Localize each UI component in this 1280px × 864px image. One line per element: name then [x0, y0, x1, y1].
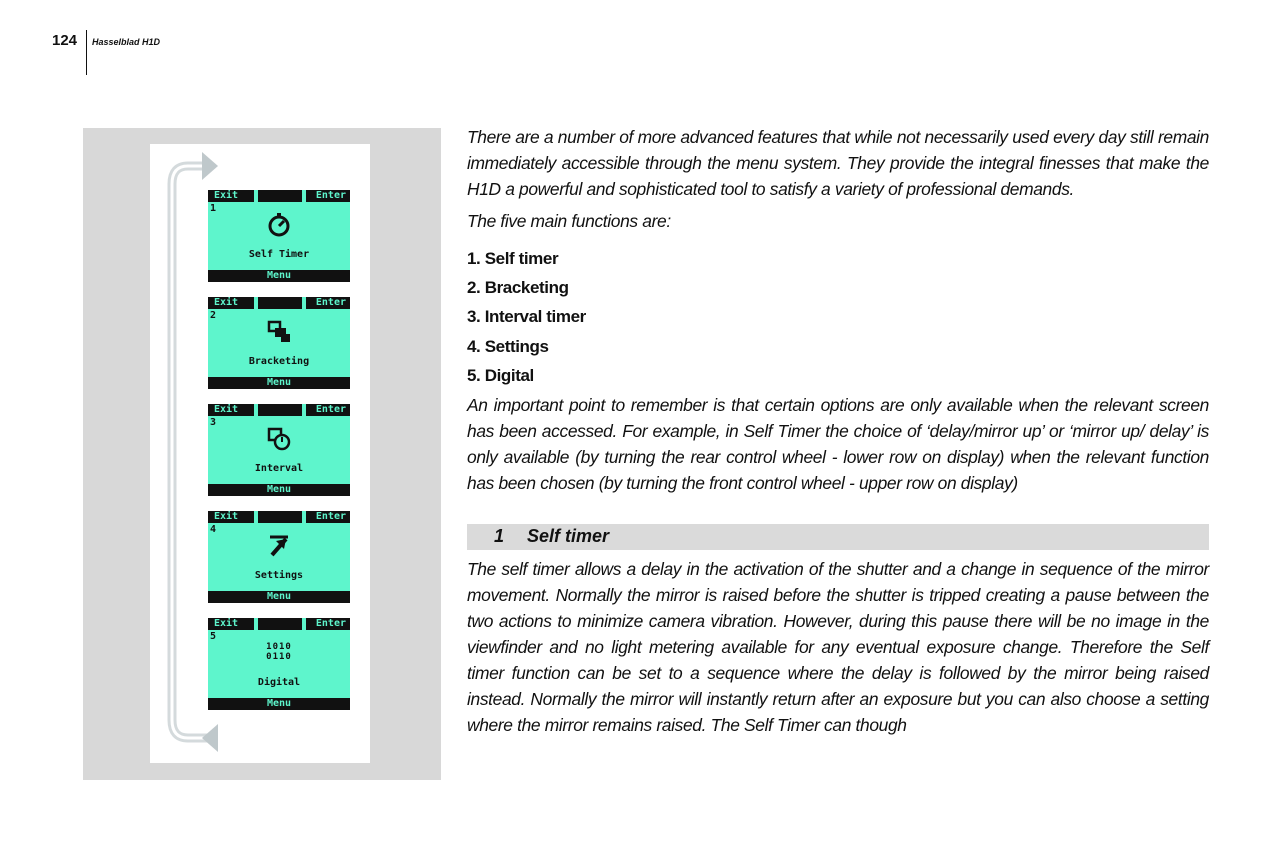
- lcd-menu-label: Menu: [208, 377, 350, 389]
- page-number: 124: [52, 32, 78, 49]
- lcd-menu-label: Menu: [208, 698, 350, 710]
- lcd-screen-bracketing: [208, 297, 350, 389]
- digital-icon-row: 1010: [266, 642, 292, 652]
- section-heading: [467, 524, 1209, 550]
- lcd-screen-digital: [208, 618, 350, 710]
- lcd-top-bar: [208, 297, 350, 309]
- self-timer-icon: [266, 212, 292, 238]
- bracketing-icon: [266, 319, 292, 345]
- lcd-enter-label: Enter: [315, 404, 346, 415]
- function-item: 5. Digital: [467, 365, 534, 385]
- section-title: Self timer: [527, 526, 610, 547]
- function-item: 3. Interval timer: [467, 307, 586, 327]
- section-number: 1: [494, 526, 505, 547]
- menu-figure-panel: [83, 128, 441, 780]
- function-item: 1. Self timer: [467, 249, 559, 268]
- menu-figure: [150, 144, 370, 763]
- lcd-enter-label: Enter: [315, 297, 346, 308]
- self-timer-paragraph: The self timer allows a delay in the activation of the shutter and a change in sequence of the mirror movement. Normally the mirror is raised before the shutter is tripped creating a pause between the two actions to minimize camera vibration. However, during this pause there will be no image in the viewfinder and no light metering available for any eventual exposure change. Therefore the Self timer function can be set to a sequence where the delay is followed by the mirror being raised instead. Normally the mirror will instantly return after an exposure but you can also choose a setting where the mirror remains raised. The Self Timer can though: [467, 559, 1209, 736]
- lcd-screen-settings: [208, 511, 350, 603]
- lcd-enter-label: Enter: [315, 618, 346, 629]
- lcd-menu-label: Menu: [208, 270, 350, 282]
- lcd-top-bar: [208, 404, 350, 416]
- note-paragraph: An important point to remember is that certain options are only available when the relevant screen has been accessed. For example, in Self Timer the choice of ‘delay/mirror up’ or ‘mirror up/ delay’ is only available (by turning the rear control wheel - lower row on display) when the relevant function has been chosen (by turning the front control wheel - upper row on display): [467, 395, 1209, 494]
- lcd-screen-self-timer: [208, 190, 350, 282]
- lcd-screen-number: 5: [210, 631, 217, 642]
- lcd-top-bar: [208, 190, 350, 202]
- lcd-screen-number: 1: [210, 203, 217, 214]
- digital-icon: [266, 642, 292, 662]
- lcd-exit-label: Exit: [214, 618, 239, 629]
- lcd-enter-label: Enter: [315, 190, 346, 201]
- lcd-exit-label: Exit: [214, 297, 239, 308]
- page-header: [0, 0, 1280, 80]
- header-divider: [86, 30, 87, 75]
- lcd-exit-label: Exit: [214, 404, 239, 415]
- functions-list: [467, 244, 1209, 390]
- lcd-function-label: Interval: [254, 463, 304, 474]
- settings-icon: [266, 533, 292, 559]
- interval-icon: [266, 426, 292, 452]
- function-item: 2. Bracketing: [467, 278, 569, 298]
- lcd-top-bar: [208, 618, 350, 630]
- lcd-enter-label: Enter: [315, 511, 346, 522]
- lcd-screen-interval: [208, 404, 350, 496]
- lcd-screen-number: 3: [210, 417, 217, 428]
- arrow-head-bottom: [202, 724, 218, 752]
- lcd-menu-label: Menu: [208, 484, 350, 496]
- lcd-function-label: Bracketing: [248, 356, 310, 367]
- lcd-function-label: Settings: [254, 570, 304, 581]
- lcd-menu-label: Menu: [208, 591, 350, 603]
- document-title: Hasselblad H1D: [92, 37, 161, 47]
- lcd-exit-label: Exit: [214, 511, 239, 522]
- main-text-column: [467, 124, 1209, 738]
- lcd-screen-number: 2: [210, 310, 217, 321]
- lcd-function-label: Self Timer: [248, 249, 310, 260]
- lcd-top-bar: [208, 511, 350, 523]
- lcd-exit-label: Exit: [214, 190, 239, 201]
- function-item: 4. Settings: [467, 336, 549, 356]
- arrow-head-top: [202, 152, 218, 180]
- lcd-function-label: Digital: [257, 677, 301, 688]
- intro-paragraph: There are a number of more advanced features that while not necessarily used every day still remain immediately accessible through the menu system. They provide the integral finesses that make the H1D a powerful and sophisticated tool to satisfy a variety of professional demands.: [467, 127, 1209, 199]
- functions-lead: The five main functions are:: [467, 211, 671, 231]
- digital-icon-row: 0110: [266, 652, 292, 662]
- lcd-screen-number: 4: [210, 524, 217, 535]
